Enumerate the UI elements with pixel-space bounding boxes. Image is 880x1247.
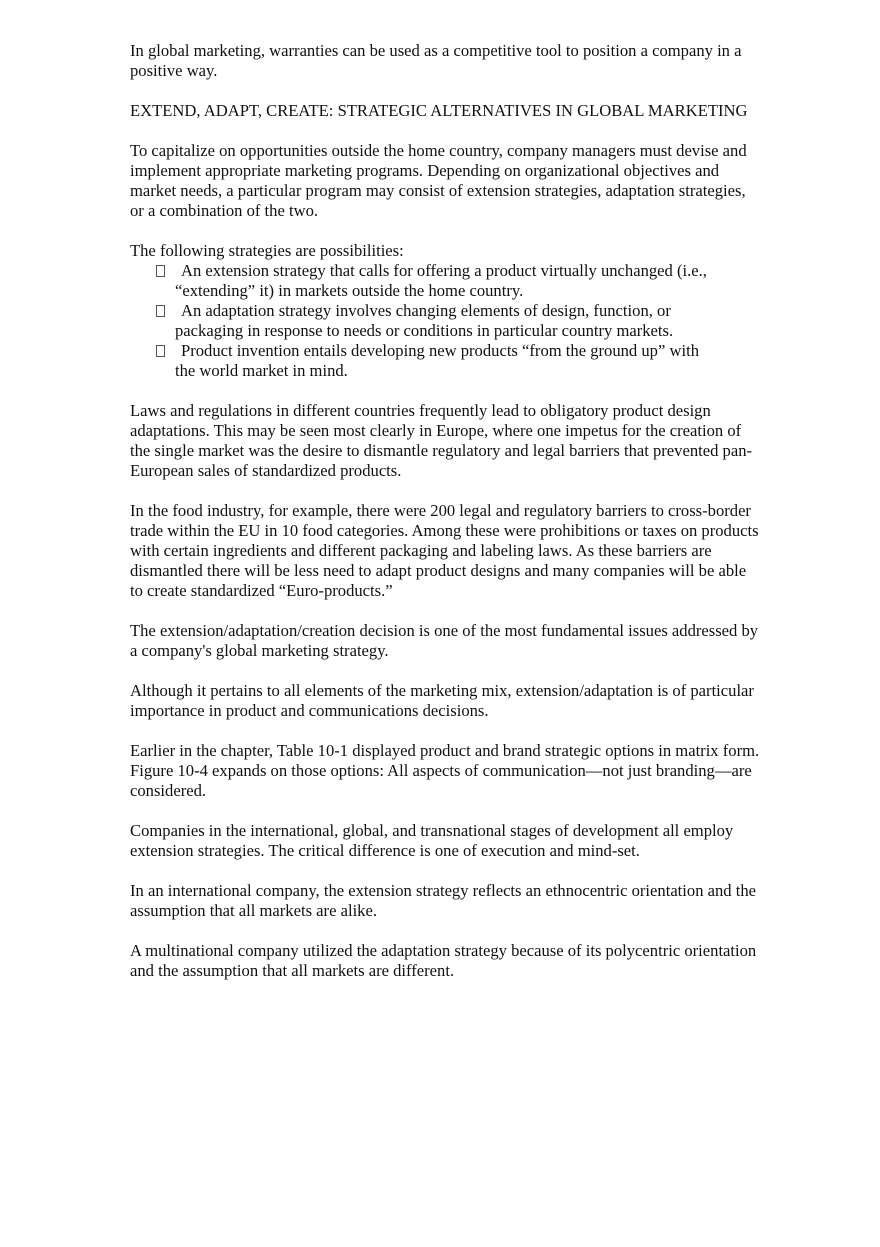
paragraph-food-industry: In the food industry, for example, there were 200 legal and regulatory barriers to cross-border trade within the EU in 10 food categories. Among these were prohibitions or taxes on products with certain ingredients and different packaging and labeling laws. As these barriers are dismantled there will be less need to adapt product designs and many companies will be able to create standardized “Euro-products.”: [130, 501, 759, 600]
checkbox-bullet-icon: [156, 345, 165, 357]
paragraph-multinational: A multinational company utilized the adaptation strategy because of its polycentric orientation and the assumption that all markets are different.: [130, 941, 757, 980]
paragraph-stages: Companies in the international, global, and transnational stages of development all employ extension strategies. The critical difference is one of execution and mind-set.: [130, 821, 734, 860]
list-item-line1: An extension strategy that calls for offering a product virtually unchanged (i.e.,: [181, 261, 707, 280]
paragraph-capitalize: To capitalize on opportunities outside the home country, company managers must devise and implement appropriate marketing programs. Depending on organizational objectives and market needs, a particular program may consist of extension strategies, adaptation strategies, or a combination of the two.: [130, 141, 747, 220]
document-page: [130, 41, 760, 1001]
paragraph-table-reference: Earlier in the chapter, Table 10-1 displayed product and brand strategic options in matrix form. Figure 10-4 expands on those options: All aspects of communication—not just branding—are considered.: [130, 741, 760, 800]
checkbox-bullet-icon: [156, 305, 165, 317]
list-item: [130, 341, 760, 381]
paragraph-warranties: In global marketing, warranties can be used as a competitive tool to position a company in a positive way.: [130, 41, 742, 80]
paragraph-international: In an international company, the extension strategy reflects an ethnocentric orientation and the assumption that all markets are alike.: [130, 881, 757, 920]
list-item-line2: packaging in response to needs or conditions in particular country markets.: [175, 321, 674, 340]
list-item: [130, 301, 760, 341]
paragraph-marketing-mix: Although it pertains to all elements of the marketing mix, extension/adaptation is of particular importance in product and communications decisions.: [130, 681, 754, 720]
paragraph-decision: The extension/adaptation/creation decision is one of the most fundamental issues addressed by a company's global marketing strategy.: [130, 621, 759, 660]
checkbox-bullet-icon: [156, 265, 165, 277]
list-item-line1: Product invention entails developing new products “from the ground up” with: [181, 341, 699, 360]
strategy-list: [130, 261, 760, 381]
list-item-line2: the world market in mind.: [175, 361, 348, 380]
list-item-line2: “extending” it) in markets outside the home country.: [175, 281, 524, 300]
paragraph-laws: Laws and regulations in different countries frequently lead to obligatory product design adaptations. This may be seen most clearly in Europe, where one impetus for the creation of the single market was the desire to dismantle regulatory and legal barriers that prevented pan-European sales of standardized products.: [130, 401, 753, 480]
list-item: [130, 261, 760, 301]
list-item-line1: An adaptation strategy involves changing elements of design, function, or: [181, 301, 671, 320]
list-intro: The following strategies are possibilities:: [130, 241, 404, 260]
section-heading: EXTEND, ADAPT, CREATE: STRATEGIC ALTERNATIVES IN GLOBAL MARKETING: [130, 101, 748, 120]
